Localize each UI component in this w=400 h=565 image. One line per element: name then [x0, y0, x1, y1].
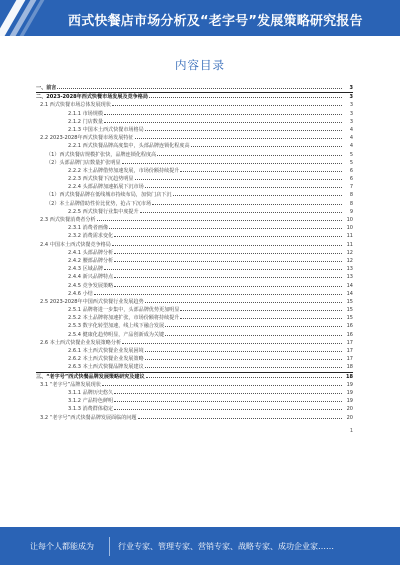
- toc-entry-label: 2.1.3 中国本土西式快餐市场格局: [68, 126, 144, 133]
- toc-entry[interactable]: [36, 110, 353, 118]
- toc-entry-page: 3: [349, 102, 353, 109]
- toc-entry-label: 2.5.3 数字化转型加速，线上线下融合发展: [68, 323, 165, 330]
- toc-leader-dots: [138, 417, 343, 419]
- toc-entry-label: 2.2.2 本土品牌借势加速发展，市场份额持续提升: [68, 167, 180, 174]
- toc-entry-page: 12: [346, 257, 353, 264]
- toc-entry[interactable]: [36, 405, 353, 413]
- toc-entry-page: 15: [346, 307, 353, 314]
- toc-leader-dots: [97, 219, 342, 221]
- toc-entry[interactable]: [36, 167, 353, 175]
- toc-entry[interactable]: [36, 159, 353, 167]
- toc-entry-page: 6: [349, 176, 353, 183]
- toc-entry-page: 18: [346, 373, 353, 380]
- toc-entry[interactable]: [36, 142, 353, 150]
- toc-entry[interactable]: [36, 314, 353, 322]
- toc-entry-page: 12: [346, 249, 353, 256]
- toc-entry-page: 14: [346, 282, 353, 289]
- toc-entry-label: 三、“老字号”西式快餐品牌发展策略研究及建议: [36, 373, 145, 380]
- toc-entry-label: 2.1 西式快餐市场总体发展现状: [40, 102, 111, 109]
- toc-entry-label: 2.4.5 竞争发展策略: [68, 282, 114, 289]
- toc-entry-page: 11: [346, 241, 353, 248]
- toc-entry[interactable]: [36, 216, 353, 224]
- toc-entry[interactable]: [36, 151, 353, 159]
- toc-leader-dots: [114, 235, 342, 237]
- toc-leader-dots: [122, 162, 342, 164]
- toc-entry[interactable]: [36, 298, 353, 306]
- toc-leader-dots: [104, 113, 342, 115]
- toc-entry-label: 一、前言: [36, 85, 57, 91]
- toc-leader-dots: [146, 376, 342, 378]
- toc-leader-dots: [122, 342, 342, 344]
- toc-entry[interactable]: [36, 265, 353, 273]
- toc-entry-page: 19: [346, 389, 353, 396]
- toc-leader-dots: [114, 276, 342, 278]
- toc-entry-page: 7: [349, 184, 353, 191]
- toc-leader-dots: [112, 244, 342, 246]
- toc-leader-dots: [135, 178, 342, 180]
- toc-entry-label: 2.4 中国本土西式快餐竞争格局: [40, 241, 111, 248]
- toc-entry[interactable]: [36, 191, 353, 199]
- toc-entry-page: 10: [346, 217, 353, 223]
- toc-entry[interactable]: [36, 414, 353, 422]
- toc-entry-label: 2.4.3 区域品牌: [68, 266, 103, 273]
- toc-entry-page: 9: [349, 208, 353, 215]
- toc-entry[interactable]: [36, 397, 353, 405]
- toc-entry-page: 14: [346, 290, 353, 297]
- toc-entry-label: 2.3.1 消费者画像: [68, 225, 109, 232]
- toc-entry-label: 2.6.2 本土西式快餐企业发展策略: [68, 356, 144, 363]
- toc-entry-label: 2.4.2 腰部品牌分析: [68, 257, 114, 264]
- toc-leader-dots: [165, 334, 342, 336]
- footer-slogan: 让每个人都能成为: [30, 542, 94, 551]
- toc-entry-page: 20: [346, 406, 353, 413]
- toc-entry-label: 2.4.6 小结: [68, 290, 93, 297]
- toc-entry-page: 17: [346, 356, 353, 363]
- toc-leader-dots: [180, 317, 342, 319]
- toc-entry-page: 4: [349, 135, 353, 142]
- toc-entry-label: 2.2 2023-2028年西式快餐市场发展特征: [40, 135, 134, 142]
- toc-entry-label: 2.6 本土西式快餐企业发展策略分析: [40, 339, 122, 346]
- toc-entry[interactable]: [36, 372, 353, 381]
- toc-heading: 内容目录: [175, 58, 225, 72]
- toc-entry-label: 2.6.3 本土西式快餐品牌发展建议: [68, 364, 144, 371]
- toc-leader-dots: [180, 170, 342, 172]
- toc-entry-label: 2.3 西式快餐消费者分析: [40, 217, 96, 223]
- toc-entry-page: 3: [349, 118, 353, 125]
- toc-leader-dots: [145, 129, 342, 131]
- toc-entry-label: 3.2 “老字号”西式快餐品牌发展面临的问题: [40, 414, 137, 421]
- toc-entry-label: 2.2.5 西式快餐行业集中度提升: [68, 208, 139, 215]
- toc-entry-page: 18: [346, 364, 353, 371]
- toc-entry[interactable]: [36, 224, 353, 232]
- toc-entry-page: 10: [346, 225, 353, 232]
- toc-entry-page: 4: [349, 126, 353, 133]
- toc-leader-dots: [112, 104, 342, 106]
- toc-leader-dots: [145, 350, 342, 352]
- toc-entry-label: （2）头部品牌门店数量扩张明显: [46, 159, 121, 166]
- toc-leader-dots: [114, 252, 342, 254]
- toc-entry[interactable]: [36, 200, 353, 208]
- toc-entry[interactable]: [36, 389, 353, 397]
- toc-entry-label: 2.4.4 新兴品牌特点: [68, 274, 114, 281]
- toc-entry[interactable]: [36, 273, 353, 281]
- footer-banner: [0, 527, 400, 565]
- toc-entry[interactable]: [36, 290, 353, 298]
- toc-entry[interactable]: [36, 101, 353, 109]
- table-of-contents: [36, 84, 353, 434]
- toc-leader-dots: [104, 268, 342, 270]
- toc-leader-dots: [114, 408, 342, 410]
- toc-entry-label: （1）西式快餐品牌在低线城市持续布局，加快门店下沉: [46, 192, 172, 199]
- toc-entry-page: 17: [346, 339, 353, 346]
- toc-entry[interactable]: [36, 249, 353, 257]
- toc-entry[interactable]: [36, 257, 353, 265]
- toc-entry-label: 2.5.4 健康化趋势明显，产品创新成为关键: [68, 331, 165, 338]
- toc-leader-dots: [145, 301, 342, 303]
- toc-entry[interactable]: [36, 363, 353, 371]
- toc-entry[interactable]: [36, 208, 353, 216]
- toc-entry-label: 2.5 2023-2028年中国西式快餐行业发展趋势: [40, 298, 144, 305]
- toc-leader-dots: [165, 325, 342, 327]
- page-number: 1: [349, 427, 353, 434]
- toc-leader-dots: [145, 366, 342, 368]
- toc-leader-dots: [152, 203, 342, 205]
- toc-entry[interactable]: [36, 175, 353, 183]
- toc-entry[interactable]: [36, 92, 353, 101]
- toc-entry-label: 2.2.3 西式快餐下沉趋势明显: [68, 176, 134, 183]
- toc-entry[interactable]: [36, 118, 353, 126]
- toc-entry-label: 二、2023-2028年西式快餐市场发展及竞争格局: [36, 94, 148, 101]
- toc-entry-label: 3.1 “老字号”品牌发展现状: [40, 381, 101, 388]
- toc-leader-dots: [114, 400, 342, 402]
- header-banner: [0, 0, 400, 36]
- toc-entry-label: （2）本土品牌借助性价比优势，抢占下沉市场: [46, 200, 152, 207]
- toc-entry-page: 13: [346, 274, 353, 281]
- toc-entry[interactable]: [36, 331, 353, 339]
- toc-entry[interactable]: [36, 282, 353, 290]
- toc-entry-label: 2.6.1 本土西式快餐企业发展困境: [68, 348, 144, 354]
- toc-entry-label: 2.5.1 品牌将进一步集中，头部品牌优势更加明显: [68, 307, 180, 314]
- toc-leader-dots: [149, 96, 342, 98]
- toc-entry-page: 8: [349, 200, 353, 207]
- toc-entry-page: 17: [346, 348, 353, 354]
- footer-professions: 行业专家、管理专家、营销专家、战略专家、成功企业家……: [118, 542, 334, 551]
- toc-entry-page: 20: [346, 414, 353, 421]
- toc-entry-page: 15: [346, 298, 353, 305]
- toc-entry[interactable]: [36, 232, 353, 240]
- toc-entry-label: 3.1.2 产品特色鲜明: [68, 398, 114, 405]
- toc-entry-label: 3.1.1 品牌历史悠久: [68, 389, 114, 396]
- toc-entry-page: 3: [349, 85, 353, 91]
- toc-entry[interactable]: [36, 183, 353, 191]
- toc-entry[interactable]: [36, 84, 353, 92]
- toc-leader-dots: [191, 145, 342, 147]
- toc-entry[interactable]: [36, 355, 353, 363]
- toc-leader-dots: [114, 260, 342, 262]
- toc-entry-page: 11: [346, 233, 353, 240]
- toc-entry-page: 6: [349, 167, 353, 174]
- toc-entry-label: 2.2.4 头部品牌加速拓展下沉市场: [68, 184, 144, 191]
- toc-entry-label: 2.4.1 头部品牌分析: [68, 249, 114, 256]
- footer-divider: [109, 537, 110, 556]
- toc-entry-page: 16: [346, 331, 353, 338]
- toc-entry-page: 4: [349, 143, 353, 150]
- toc-entry[interactable]: [36, 347, 353, 355]
- toc-leader-dots: [135, 137, 342, 139]
- toc-entry[interactable]: [36, 339, 353, 347]
- toc-entry[interactable]: [36, 134, 353, 142]
- toc-entry[interactable]: [36, 322, 353, 330]
- toc-entry-page: 15: [346, 315, 353, 322]
- toc-entry-page: 19: [346, 398, 353, 405]
- toc-entry-label: 2.1.2 门店数量: [68, 118, 103, 125]
- toc-leader-dots: [104, 121, 342, 123]
- toc-entry-page: 3: [349, 110, 353, 117]
- toc-entry-label: 2.5.2 本土品牌将加速扩张，市场份额将持续提升: [68, 315, 180, 322]
- toc-entry-page: 3: [349, 94, 353, 101]
- toc-leader-dots: [114, 392, 342, 394]
- toc-entry[interactable]: [36, 381, 353, 389]
- toc-entry-page: 13: [346, 266, 353, 273]
- toc-entry-page: 5: [349, 151, 353, 158]
- toc-leader-dots: [157, 154, 342, 156]
- toc-leader-dots: [114, 285, 342, 287]
- toc-entry-page: 5: [349, 159, 353, 166]
- toc-leader-dots: [180, 309, 342, 311]
- toc-entry-label: 2.1.1 市场规模: [68, 110, 103, 117]
- toc-entry-label: （1）西式快餐店规模扩张快，品牌连锁化程度高: [46, 151, 157, 158]
- toc-entry-label: 2.3.2 消费需求变化: [68, 233, 114, 240]
- toc-entry-label: 3.1.3 消费群体稳定: [68, 406, 114, 413]
- toc-entry-page: 8: [349, 192, 353, 199]
- toc-leader-dots: [173, 194, 343, 196]
- toc-entry[interactable]: [36, 306, 353, 314]
- toc-leader-dots: [102, 384, 342, 386]
- toc-entry-label: 2.2.1 西式快餐品牌高度集中，头部品牌连锁化程度高: [68, 143, 190, 150]
- toc-leader-dots: [145, 186, 342, 188]
- toc-leader-dots: [109, 227, 342, 229]
- toc-entry[interactable]: [36, 126, 353, 134]
- toc-entry-page: 16: [346, 323, 353, 330]
- toc-entry-page: 19: [346, 381, 353, 388]
- toc-leader-dots: [94, 293, 342, 295]
- toc-leader-dots: [145, 358, 342, 360]
- toc-leader-dots: [57, 87, 342, 89]
- report-title: 西式快餐店市场分析及“老字号”发展策略研究报告: [68, 14, 363, 29]
- toc-entry[interactable]: [36, 241, 353, 249]
- toc-leader-dots: [140, 211, 342, 213]
